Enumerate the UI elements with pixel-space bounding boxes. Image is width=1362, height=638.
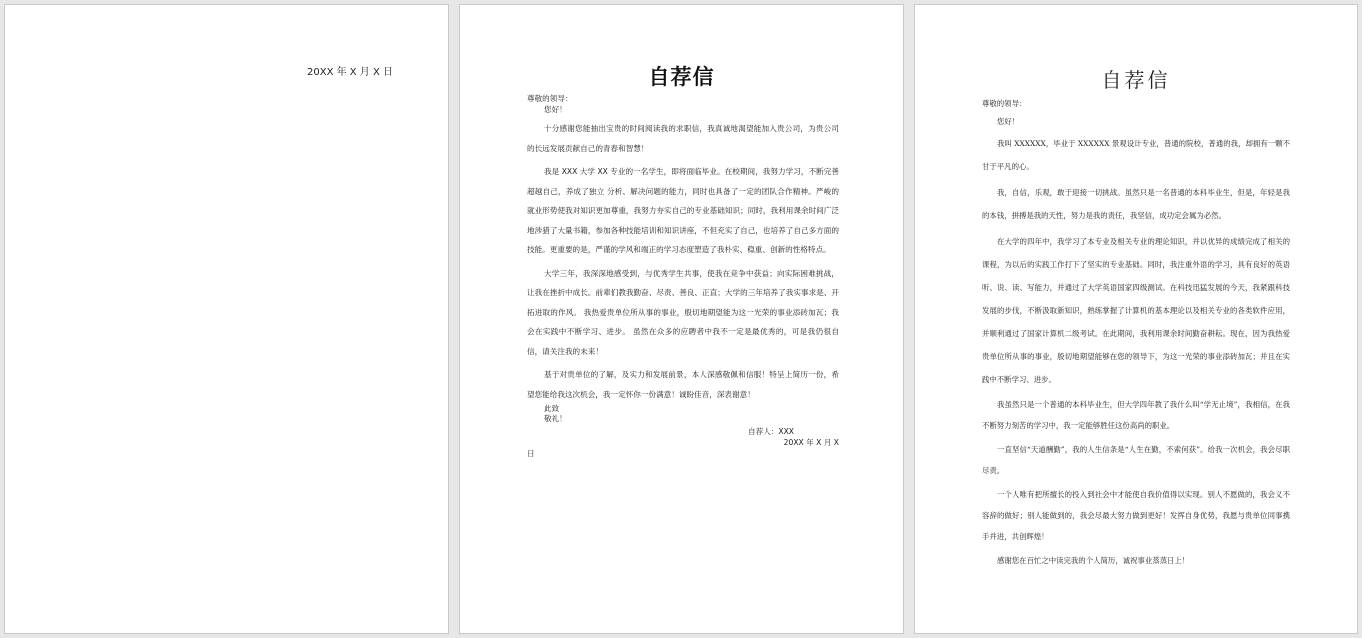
document-page-1 bbox=[4, 4, 449, 634]
letter-title: 自荐信 bbox=[1101, 68, 1171, 92]
document-page-3 bbox=[914, 4, 1358, 634]
letter-title: 自荐信 bbox=[648, 64, 715, 89]
salutation: 尊敬的领导： bbox=[527, 94, 573, 103]
document-page-2 bbox=[459, 4, 904, 634]
closing-line: 此致 bbox=[544, 404, 560, 413]
paragraph: 一个人唯有把所擅长的投入到社会中才能使自我价值得以实现。别人不愿做的，我会义不容辞的做好；别人能做到的，我会尽最大努力做到更好！发挥自身优势，我愿与贵单位同事携手并进，共创辉煌！ bbox=[982, 490, 1290, 541]
signature-date: 20XX 年 X 月 X bbox=[783, 438, 839, 447]
letter-body bbox=[527, 93, 839, 459]
letter-body bbox=[982, 97, 1290, 571]
paragraph: 我叫 XXXXXX，毕业于 XXXXXX 景观设计专业，普通的院校，普通的我，却拥有一颗不甘于平凡的心。 bbox=[982, 139, 1290, 171]
paragraph: 大学三年，我深深地感受到，与优秀学生共事，使我在竞争中获益；向实际困难挑战，让我在挫折中成长。前辈们教我勤奋、尽责、善良、正直；大学的三年培养了我实事求是、开拓进取的作风。 我热爱贵单位所从事的事业，殷切地期望能为这一光荣的事业添砖加瓦；我会在实践中不断学习、进步。 虽然在众多的应聘者中我不一定是最优秀的，可是我仍很自信，请关注我的未来！ bbox=[527, 268, 839, 356]
paragraph: 我是 XXX 大学 XX 专业的一名学生，即将面临毕业。在校期间，我努力学习，不断完善超越自己，养成了独立 分析、解决问题的能力，同时也具备了一定的团队合作精神。严峻的就业形势使我对知识更加尊重，我努力夯实自己的专业基础知识；同时，我利用课余时间广泛地涉猎了大量书籍，参加各种技能培训和知识讲座，不但充实了自己，也培养了自己多方面的技能。更重要的是，严谨的学风和端正的学习态度塑造了我朴实、稳重、创新的性格特点。 bbox=[527, 167, 839, 254]
signature: 自荐人：XXX bbox=[748, 427, 794, 436]
paragraph: 基于对贵单位的了解，及实力和发展前景，本人深感敬佩和信服！特呈上简历一份，希望您能给我这次机会，我一定怀你一份满意！诚盼佳音，深表谢意！ bbox=[527, 370, 839, 399]
paragraph: 感谢您在百忙之中读完我的个人简历，诚祝事业蒸蒸日上！ bbox=[997, 556, 1190, 565]
greeting: 您好！ bbox=[544, 105, 567, 114]
paragraph: 十分感谢您能抽出宝贵的时间阅读我的求职信，我真诚地渴望能加入贵公司，为贵公司的长远发展贡献自己的青春和智慧！ bbox=[527, 124, 839, 153]
paragraph: 我，自信，乐观，敢于迎接一切挑战。虽然只是一名普通的本科毕业生，但是，年轻是我的本钱，拼搏是我的天性，努力是我的责任，我坚信，成功定会属为必然。 bbox=[982, 188, 1290, 220]
letter-date: 20XX 年 X 月 X 日 bbox=[307, 67, 394, 78]
closing-line: 敬礼！ bbox=[544, 414, 567, 423]
greeting: 您好！ bbox=[997, 117, 1020, 126]
signature-date-wrap: 日 bbox=[527, 449, 535, 458]
paragraph: 在大学的四年中，我学习了本专业及相关专业的理论知识，并以优异的成绩完成了相关的课程，为以后的实践工作打下了坚实的专业基础。同时，我注重外语的学习，具有良好的英语听、说、读、写能力，并通过了大学英语国家四级测试。在科技迅猛发展的今天，我紧跟科技发展的步伐，不断汲取新知识，熟练掌握了计算机的基本理论以及相关专业的各类软件应用，并顺利通过了国家计算机二级考试。在此期间，我利用课余时间勤奋耕耘。现在，因为我热爱贵单位所从事的事业，殷切地期望能够在您的领导下，为这一光荣的事业添砖加瓦；并且在实践中不断学习、进步。 bbox=[982, 237, 1290, 384]
salutation: 尊敬的领导： bbox=[982, 99, 1027, 108]
paragraph: 一直坚信“天道酬勤”，我的人生信条是“人生在勤，不索何获”。给我一次机会，我会尽职尽责。 bbox=[982, 445, 1290, 475]
paragraph: 我虽然只是一个普通的本科毕业生，但大学四年教了我什么叫“学无止境”，我相信，在我不断努力刻苦的学习中，我一定能够胜任这份高尚的职业。 bbox=[982, 400, 1290, 430]
